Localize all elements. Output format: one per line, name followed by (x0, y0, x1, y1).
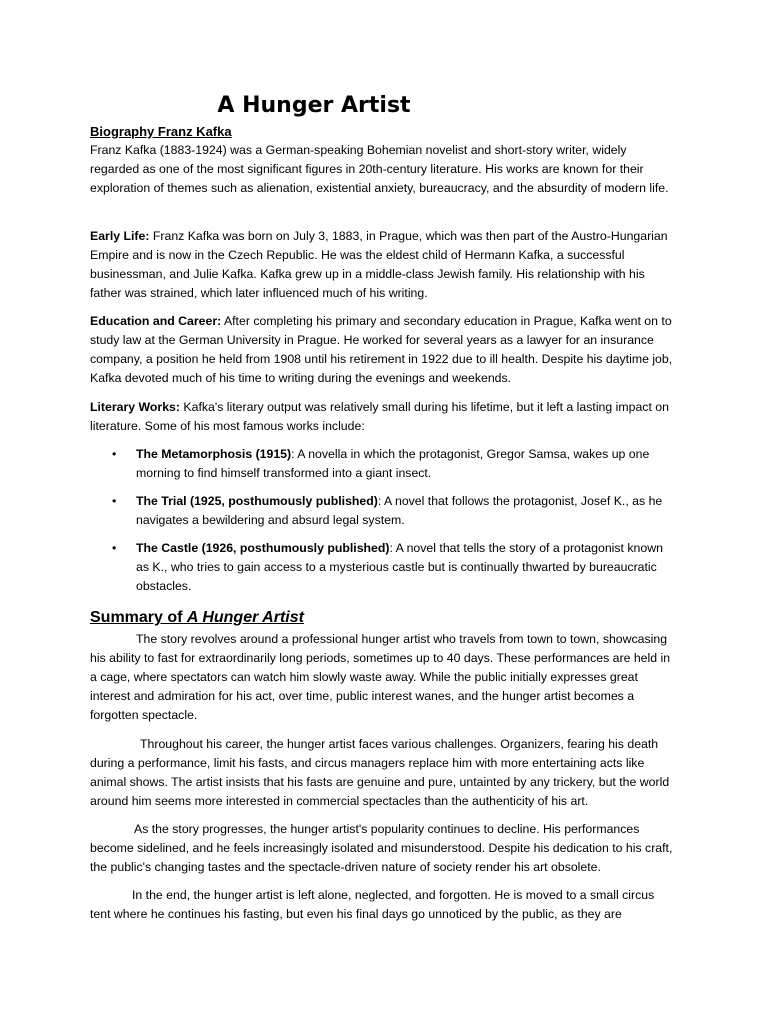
summary-paragraph-4: In the end, the hunger artist is left alone, neglected, and forgotten. He is moved to a small circus tent where he continues his fasting, but even his final days go unnoticed by the public, as they are (90, 888, 655, 921)
biography-heading: Biography Franz Kafka (90, 124, 232, 139)
list-item (90, 539, 674, 596)
list-item (90, 492, 674, 530)
literary-works-text: Kafka's literary output was relatively small during his lifetime, but it left a lasting impact on literature. Some of his most famous works include: (90, 400, 669, 433)
page-title: A Hunger Artist (217, 93, 411, 118)
education-paragraph (90, 312, 674, 388)
literary-works-label: Literary Works: (90, 400, 180, 414)
work-title: The Trial (1925, posthumously published) (136, 494, 378, 508)
list-item (90, 445, 674, 483)
work-title: The Castle (1926, posthumously published) (136, 541, 390, 555)
intro-paragraph: Franz Kafka (1883-1924) was a German-speaking Bohemian novelist and short-story writer, widely regarded as one of the most significant figures in 20th-century literature. His works are known for their exploration of themes such as alienation, existential anxiety, bureaucracy, and the absurdity of modern life. (90, 143, 669, 195)
summary-heading (90, 607, 304, 629)
education-label: Education and Career: (90, 314, 222, 328)
summary-paragraph-1: The story revolves around a professional hunger artist who travels from town to town, showcasing his ability to fast for extraordinarily long periods, sometimes up to 40 days. These performances are held in a cage, where spectators can watch him slowly waste away. While the public initially expresses great interest and admiration for his act, over time, public interest wanes, and the hunger artist becomes a forgotten spectacle. (90, 632, 671, 722)
summary-heading-prefix: Summary of (90, 609, 187, 626)
early-life-label: Early Life: (90, 229, 150, 243)
bullet: • (112, 541, 117, 555)
summary-paragraph-2: Throughout his career, the hunger artist faces various challenges. Organizers, fearing his death during a performance, limit his fasts, and circus managers replace him with more entertaining acts like animal shows. The artist insists that his fasts are genuine and pure, untainted by any trickery, but the world around him seems more interested in commercial spectacles than the authenticity of his art. (90, 737, 670, 808)
early-life-paragraph (90, 227, 674, 303)
bullet: • (112, 494, 117, 508)
work-description: : A novel that tells the story of a protagonist known as K., who tries to gain access to a mysterious castle but is continually thwarted by bureaucratic obstacles. (136, 541, 663, 593)
literary-works-paragraph (90, 398, 674, 436)
work-description: : A novella in which the protagonist, Gregor Samsa, wakes up one morning to find himself transformed into a giant insect. (136, 447, 650, 480)
work-title: The Metamorphosis (1915) (136, 447, 292, 461)
early-life-text: Franz Kafka was born on July 3, 1883, in Prague, which was then part of the Austro-Hungarian Empire and is now in the Czech Republic. He was the eldest child of Hermann Kafka, a successful businessman, and Julie Kafka. Kafka grew up in a middle-class Jewish family. His relationship with his father was strained, which later influenced much of his writing. (90, 229, 668, 300)
work-description: : A novel that follows the protagonist, Josef K., as he navigates a bewildering and absurd legal system. (136, 494, 663, 527)
education-text: After completing his primary and secondary education in Prague, Kafka went on to study law at the German University in Prague. He worked for several years as a lawyer for an insurance company, a position he held from 1908 until his retirement in 1922 due to ill health. Despite his daytime job, Kafka devoted much of his time to writing during the evenings and weekends. (90, 314, 673, 385)
works-list (90, 445, 674, 605)
bullet: • (112, 447, 117, 461)
summary-paragraph-3: As the story progresses, the hunger artist's popularity continues to decline. His performances become sidelined, and he feels increasingly isolated and misunderstood. Despite his dedication to his craft, the public's changing tastes and the spectacle-driven nature of society render his art obsolete. (90, 822, 673, 874)
summary-heading-title: A Hunger Artist (186, 609, 304, 626)
